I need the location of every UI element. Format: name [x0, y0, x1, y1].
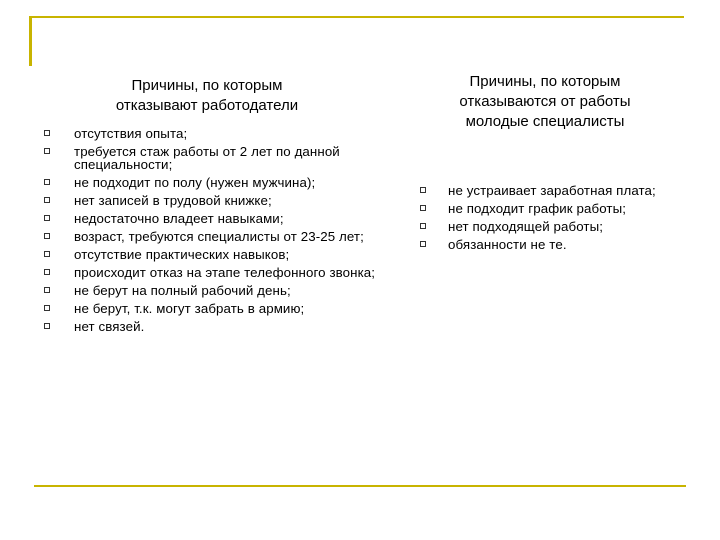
list-item-text: отсутствие практических навыков; [74, 247, 290, 262]
left-rule [29, 16, 32, 66]
left-heading-line1: Причины, по которым [131, 77, 283, 94]
list-item-text: не подходит по полу (нужен мужчина); [74, 175, 316, 190]
square-bullet-icon [44, 130, 50, 136]
list-item [44, 284, 384, 297]
square-bullet-icon [44, 233, 50, 239]
top-rule [29, 16, 684, 18]
list-item [44, 145, 384, 171]
list-item-text: отсутствия опыта; [74, 126, 188, 141]
right-heading-line3: молодые специалисты [465, 113, 625, 130]
list-item-text: не берут, т.к. могут забрать в армию; [74, 301, 305, 316]
square-bullet-icon [44, 323, 50, 329]
bottom-rule [34, 485, 686, 487]
square-bullet-icon [44, 179, 50, 185]
list-item [44, 194, 384, 207]
list-item-text: нет подходящей работы; [448, 219, 604, 234]
list-item-text: недостаточно владеет навыками; [74, 211, 284, 226]
list-item-text: не устраивает заработная плата; [448, 183, 656, 198]
right-heading-line1: Причины, по которым [469, 73, 621, 90]
square-bullet-icon [420, 187, 426, 193]
list-item [44, 320, 384, 333]
list-item [44, 176, 384, 189]
left-heading [72, 76, 342, 116]
right-heading-line2: отказываются от работы [459, 93, 631, 110]
list-item [420, 220, 690, 233]
list-item [44, 212, 384, 225]
square-bullet-icon [420, 223, 426, 229]
list-item [44, 266, 384, 279]
square-bullet-icon [44, 305, 50, 311]
list-item-text: не подходит график работы; [448, 201, 627, 216]
square-bullet-icon [44, 287, 50, 293]
square-bullet-icon [44, 269, 50, 275]
list-item-text: обязанности не те. [448, 237, 567, 252]
list-item-text: нет записей в трудовой книжке; [74, 193, 272, 208]
square-bullet-icon [44, 197, 50, 203]
list-item-text: происходит отказ на этапе телефонного звонка; [74, 265, 376, 280]
list-item [44, 127, 384, 140]
employer-refusal-list [44, 127, 384, 338]
left-heading-line2: отказывают работодатели [115, 97, 299, 114]
square-bullet-icon [420, 205, 426, 211]
square-bullet-icon [44, 148, 50, 154]
list-item-text: требуется стаж работы от 2 лет по данной специальности; [74, 144, 340, 172]
square-bullet-icon [44, 251, 50, 257]
list-item [420, 238, 690, 251]
list-item [420, 184, 690, 197]
list-item [44, 248, 384, 261]
list-item-text: нет связей. [74, 319, 145, 334]
right-heading [395, 72, 695, 132]
square-bullet-icon [420, 241, 426, 247]
square-bullet-icon [44, 215, 50, 221]
list-item-text: не берут на полный рабочий день; [74, 283, 291, 298]
list-item [44, 230, 384, 243]
list-item-text: возраст, требуются специалисты от 23-25 лет; [74, 229, 364, 244]
list-item [420, 202, 690, 215]
graduate-refusal-list [420, 184, 690, 256]
list-item [44, 302, 384, 315]
